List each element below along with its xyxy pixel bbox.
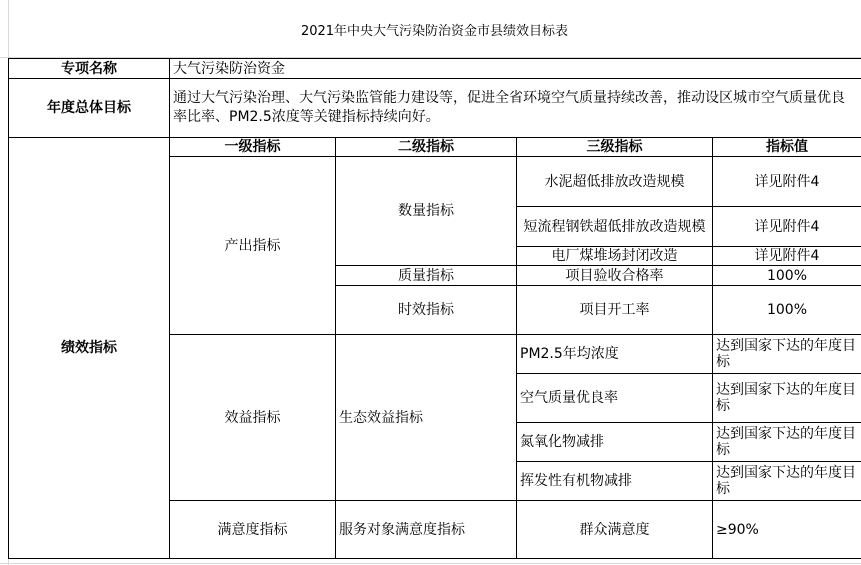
row-annual-goal — [9, 79, 861, 138]
level3-pm25-annual[interactable]: PM2.5年均浓度 — [517, 335, 713, 374]
value-public-satisfaction[interactable]: ≥90% — [713, 501, 861, 559]
header-value[interactable]: 指标值 — [713, 138, 861, 157]
header-level2[interactable]: 二级指标 — [336, 138, 517, 157]
row-indicator-headers — [9, 138, 861, 157]
level3-cement-ultra-low-emission[interactable]: 水泥超低排放改造规模 — [517, 157, 713, 207]
project-name-label[interactable]: 专项名称 — [9, 59, 170, 79]
level3-coal-yard-enclosure[interactable]: 电厂煤堆场封闭改造 — [517, 247, 713, 266]
value-short-process-steel[interactable]: 详见附件4 — [713, 207, 861, 247]
quality-indicator-label[interactable]: 质量指标 — [336, 266, 517, 286]
level3-nox-reduction[interactable]: 氮氧化物减排 — [517, 423, 713, 462]
level3-public-satisfaction[interactable]: 群众满意度 — [517, 501, 713, 559]
satisfaction-indicator-label[interactable]: 满意度指标 — [170, 501, 336, 559]
level3-voc-reduction[interactable]: 挥发性有机物减排 — [517, 462, 713, 501]
value-cement-ultra-low-emission[interactable]: 详见附件4 — [713, 157, 861, 207]
annual-goal-label[interactable]: 年度总体目标 — [9, 79, 170, 138]
sheet-title: 2021年中央大气污染防治资金市县绩效目标表 — [300, 23, 569, 39]
value-coal-yard-enclosure[interactable]: 详见附件4 — [713, 247, 861, 266]
project-name-value[interactable]: 大气污染防治资金 — [170, 59, 861, 79]
output-indicator-label[interactable]: 产出指标 — [170, 157, 336, 335]
service-satisfaction-label[interactable]: 服务对象满意度指标 — [336, 501, 517, 559]
timeliness-indicator-label[interactable]: 时效指标 — [336, 286, 517, 335]
performance-target-table — [8, 58, 861, 559]
level3-project-start-rate[interactable]: 项目开工率 — [517, 286, 713, 335]
annual-goal-value[interactable]: 通过大气污染治理、大气污染监管能力建设等，促进全省环境空气质量持续改善，推动设区城市空气质量优良率比率、PM2.5浓度等关键指标持续向好。 — [170, 79, 861, 138]
performance-indicators-label[interactable]: 绩效指标 — [9, 138, 170, 559]
header-level1[interactable]: 一级指标 — [170, 138, 336, 157]
eco-benefit-indicator-label[interactable]: 生态效益指标 — [336, 335, 517, 501]
value-pm25-annual[interactable]: 达到国家下达的年度目标 — [713, 335, 861, 374]
quantity-indicator-label[interactable]: 数量指标 — [336, 157, 517, 266]
value-nox-reduction[interactable]: 达到国家下达的年度目标 — [713, 423, 861, 462]
level3-short-process-steel[interactable]: 短流程钢铁超低排放改造规模 — [517, 207, 713, 247]
value-voc-reduction[interactable]: 达到国家下达的年度目标 — [713, 462, 861, 501]
value-acceptance-rate[interactable]: 100% — [713, 266, 861, 286]
level3-air-quality-rate[interactable]: 空气质量优良率 — [517, 374, 713, 423]
level3-acceptance-rate[interactable]: 项目验收合格率 — [517, 266, 713, 286]
value-project-start-rate[interactable]: 100% — [713, 286, 861, 335]
header-level3[interactable]: 三级指标 — [517, 138, 713, 157]
value-air-quality-rate[interactable]: 达到国家下达的年度目标 — [713, 374, 861, 423]
row-project-name — [9, 59, 861, 79]
benefit-indicator-label[interactable]: 效益指标 — [170, 335, 336, 501]
